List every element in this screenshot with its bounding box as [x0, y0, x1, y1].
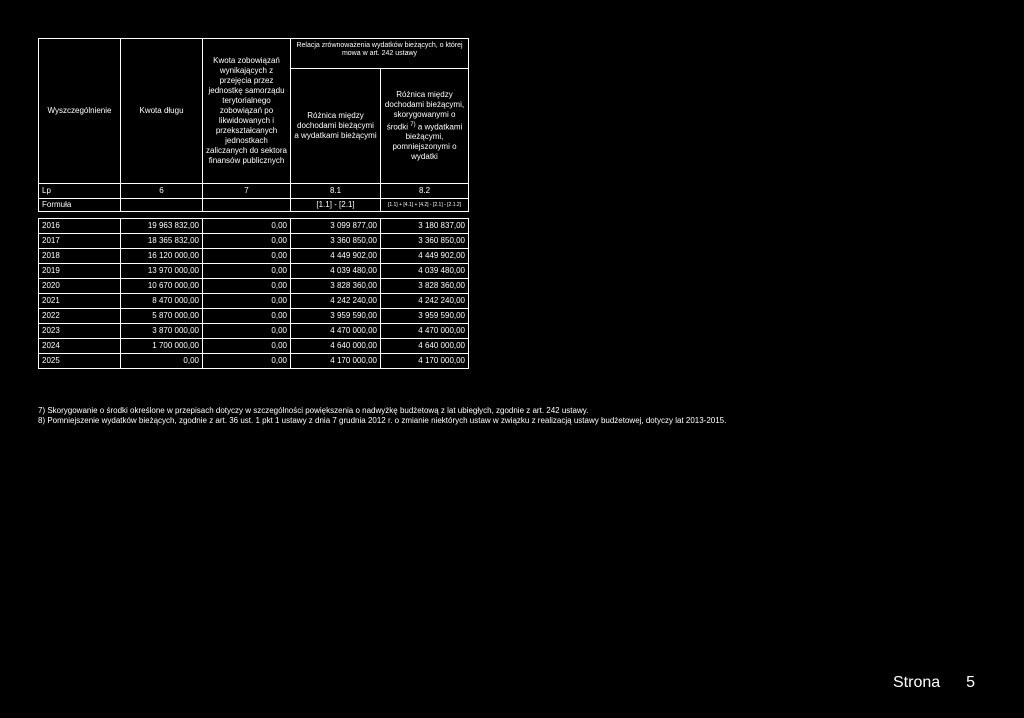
year-cell: 2019 [39, 264, 121, 279]
header-roznica-1: Różnica między dochodami bieżącymi a wydatkami bieżącymi [291, 69, 381, 184]
difference-1-cell: 4 170 000,00 [291, 354, 381, 369]
page-footer [893, 674, 975, 692]
liabilities-cell: 0,00 [203, 219, 291, 234]
table-row [39, 324, 469, 339]
table-row [39, 294, 469, 309]
lp-row [39, 184, 469, 199]
difference-1-cell: 3 959 590,00 [291, 309, 381, 324]
liabilities-cell: 0,00 [203, 249, 291, 264]
debt-cell: 18 365 832,00 [121, 234, 203, 249]
difference-1-cell: 4 242 240,00 [291, 294, 381, 309]
footnotes [38, 406, 726, 426]
difference-2-cell: 3 959 590,00 [381, 309, 469, 324]
liabilities-cell: 0,00 [203, 279, 291, 294]
table-row [39, 219, 469, 234]
table-row [39, 339, 469, 354]
year-cell: 2018 [39, 249, 121, 264]
lp-cell: 6 [121, 184, 203, 199]
lp-cell: 8.1 [291, 184, 381, 199]
debt-cell: 19 963 832,00 [121, 219, 203, 234]
debt-cell: 8 470 000,00 [121, 294, 203, 309]
debt-cell: 10 670 000,00 [121, 279, 203, 294]
difference-2-cell: 4 039 480,00 [381, 264, 469, 279]
table-row [39, 264, 469, 279]
header-relacja-group: Relacja zrównoważenia wydatków bieżących, o której mowa w art. 242 ustawy [291, 39, 469, 69]
header-roznica-2 [381, 69, 469, 184]
footnote-ref-7: 7) [410, 121, 416, 128]
difference-1-cell: 4 449 902,00 [291, 249, 381, 264]
year-cell: 2020 [39, 279, 121, 294]
difference-1-cell: 3 099 877,00 [291, 219, 381, 234]
debt-cell: 13 970 000,00 [121, 264, 203, 279]
table-row [39, 309, 469, 324]
difference-2-cell: 3 360 850,00 [381, 234, 469, 249]
footnote-8: 8) Pomniejszenie wydatków bieżących, zgodnie z art. 36 ust. 1 pkt 1 ustawy z dnia 7 grudnia 2012 r. o zmianie niektórych ustaw w związku z realizacją ustawy budżetowej, dotyczy lat 2013-2015. [38, 416, 727, 425]
year-cell: 2023 [39, 324, 121, 339]
formula-label: Formuła [39, 199, 121, 212]
liabilities-cell: 0,00 [203, 354, 291, 369]
header-kwota-dlugu: Kwota długu [121, 39, 203, 184]
liabilities-cell: 0,00 [203, 234, 291, 249]
difference-1-cell: 4 470 000,00 [291, 324, 381, 339]
difference-2-cell: 4 170 000,00 [381, 354, 469, 369]
debt-cell: 5 870 000,00 [121, 309, 203, 324]
year-cell: 2021 [39, 294, 121, 309]
header-roznica-2-pre: Różnica między dochodami bieżącymi, skorygowanymi o środki [384, 89, 465, 132]
difference-1-cell: 4 039 480,00 [291, 264, 381, 279]
liabilities-cell: 0,00 [203, 324, 291, 339]
table-row [39, 249, 469, 264]
debt-cell: 16 120 000,00 [121, 249, 203, 264]
table-body [39, 219, 469, 369]
financial-forecast-table [38, 38, 469, 369]
spacer-row [39, 212, 469, 219]
difference-2-cell: 3 828 360,00 [381, 279, 469, 294]
lp-cell: 8.2 [381, 184, 469, 199]
difference-2-cell: 3 180 837,00 [381, 219, 469, 234]
spacer [39, 212, 469, 219]
liabilities-cell: 0,00 [203, 339, 291, 354]
liabilities-cell: 0,00 [203, 294, 291, 309]
formula-diff1: [1.1] - [2.1] [291, 199, 381, 212]
difference-1-cell: 4 640 000,00 [291, 339, 381, 354]
formula-diff2: [1.1] + [4.1] + [4.2] - [2.1] - [2.1.2] [381, 199, 469, 212]
formula-empty [203, 199, 291, 212]
year-cell: 2016 [39, 219, 121, 234]
header-roznica-2-post: a wydatkami bieżącymi, pomniejszonymi o wydatki [392, 122, 463, 162]
debt-cell: 0,00 [121, 354, 203, 369]
table-row [39, 234, 469, 249]
header-kwota-zobowiazan: Kwota zobowiązań wynikających z przejęcia przez jednostkę samorządu terytorialnego zobowiązań po likwidowanych i przekształcanych jednostkach zaliczanych do sektora finansów publicznych [203, 39, 291, 184]
difference-1-cell: 3 360 850,00 [291, 234, 381, 249]
debt-cell: 1 700 000,00 [121, 339, 203, 354]
table-row [39, 354, 469, 369]
year-cell: 2017 [39, 234, 121, 249]
year-cell: 2022 [39, 309, 121, 324]
lp-cell: Lp [39, 184, 121, 199]
formula-row [39, 199, 469, 212]
page-number: 5 [966, 674, 976, 691]
difference-1-cell: 3 828 360,00 [291, 279, 381, 294]
table-row [39, 279, 469, 294]
liabilities-cell: 0,00 [203, 264, 291, 279]
difference-2-cell: 4 242 240,00 [381, 294, 469, 309]
liabilities-cell: 0,00 [203, 309, 291, 324]
header-wyszczegolnienie: Wyszczególnienie [39, 39, 121, 184]
year-cell: 2024 [39, 339, 121, 354]
debt-cell: 3 870 000,00 [121, 324, 203, 339]
page-label: Strona [893, 674, 941, 691]
year-cell: 2025 [39, 354, 121, 369]
difference-2-cell: 4 470 000,00 [381, 324, 469, 339]
difference-2-cell: 4 640 000,00 [381, 339, 469, 354]
lp-cell: 7 [203, 184, 291, 199]
footnote-7: 7) Skorygowanie o środki określone w przepisach dotyczy w szczególności powiększenia o nadwyżkę budżetową z lat ubiegłych, zgodnie z art. 242 ustawy. [38, 406, 589, 415]
formula-empty [121, 199, 203, 212]
difference-2-cell: 4 449 902,00 [381, 249, 469, 264]
